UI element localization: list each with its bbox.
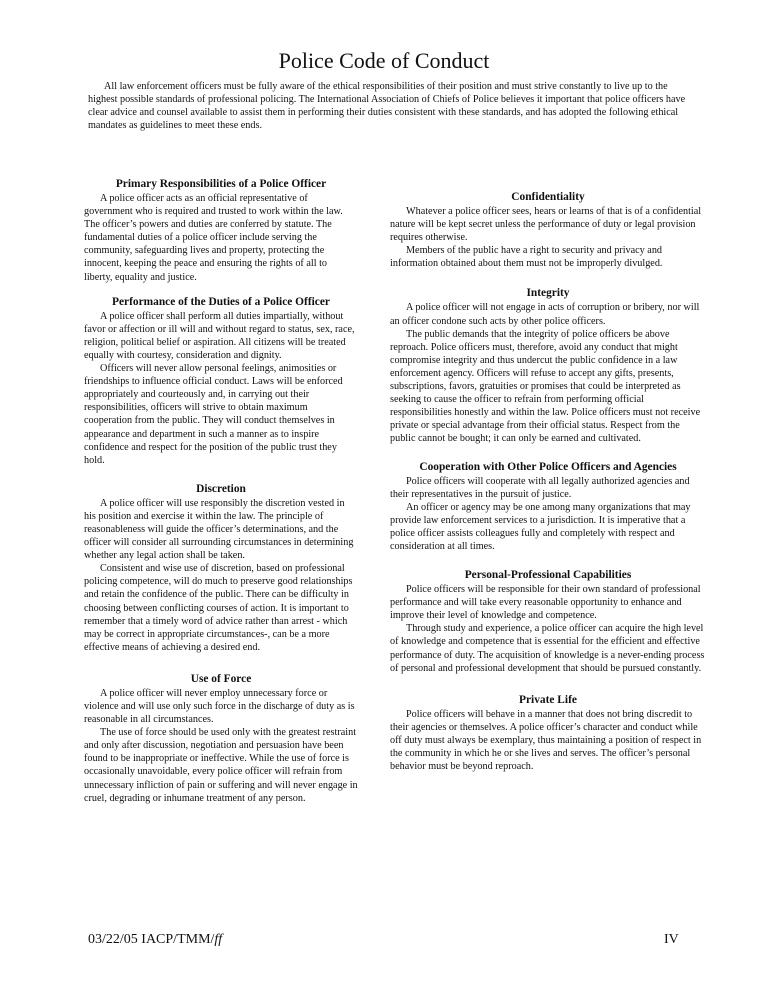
section-heading: Discretion (196, 482, 246, 495)
section-paragraph: Whatever a police officer sees, hears or learns of that is of a confidential nature will be kept secret unless the performance of duty or legal provision requires otherwise. (390, 206, 702, 244)
section-integrity (390, 286, 706, 445)
section-heading: Cooperation with Other Police Officers and Agencies (419, 460, 677, 473)
section-paragraph: The use of force should be used only with the greatest restraint and only after discussion, negotiation and persuasion have been found to be inappropriate or ineffective. While the use of force is occasionally unavoidable, every police officer will refrain from unnecessary infliction of pain or suffering and will never engage in cruel, degrading or inhumane treatment of any person. (84, 727, 358, 804)
section-heading: Primary Responsibilities of a Police Officer (115, 178, 327, 190)
section-heading: Performance of the Duties of a Police Officer (112, 295, 330, 308)
section-private-life (390, 693, 706, 773)
section-paragraph: Consistent and wise use of discretion, based on professional policing competence, will do much to preserve good relationships and retain the confidence of the public. There can be difficulty in choosing between conflicting courses of action. It is important to remember that a timely word of advice rather than arrest - which may be correct in appropriate circumstances-, can be a more effective means of achieving a desired end. (84, 563, 353, 653)
section-paragraph: The public demands that the integrity of police officers be above reproach. Police officers must, therefore, avoid any conduct that might compromise integrity and thus undercut the public confidence in a law enforcement agency. Officers will refuse to accept any gifts, presents, subscriptions, favors, gratuities or promises that could be interpreted as seeking to cause the officer to refrain from performing official responsibilities honestly and within the law. Police officers must not receive private or special advantage from their official status. Respect from the public cannot be bought; it can only be earned and cultivated. (390, 328, 701, 445)
section-paragraph: A police officer will use responsibly the discretion vested in his position and exercise it within the law. The principle of reasonableness will guide the officer’s determinations, and the officer will consider all surrounding circumstances in determining whether any legal action shall be taken. (84, 497, 354, 562)
intro-paragraph: All law enforcement officers must be fully aware of the ethical responsibilities of their position and must strive constantly to live up to the highest possible standards of professional policing. The International Association of Chiefs of Police believes it important that police officers have clear advice and counsel available to assist them in performing their duties consistent with these standards, and has adopted the following ethical mandates as guidelines to meet these ends. (88, 81, 686, 132)
section-discretion (84, 482, 358, 654)
section-paragraph: Through study and experience, a police officer can acquire the high level of knowledge and competence that is essential for the efficient and effective performance of duty. The acquisition of knowledge is a never-ending process of personal and professional development that should be pursued constantly. (390, 623, 705, 674)
section-paragraph: A police officer shall perform all duties impartially, without favor or affection or ill will and without regard to status, sex, race, religion, political belief or aspiration. All citizens will be treated equally with courtesy, consideration and dignity. (84, 310, 355, 361)
section-paragraph: Police officers will be responsible for their own standard of professional performance and will take every reasonable opportunity to enhance and improve their level of knowledge and competence. (390, 584, 701, 622)
section-paragraph: Police officers will behave in a manner that does not bring discredit to their agencies or themselves. A police officer’s character and conduct while off duty must always be exemplary, thus maintaining a position of respect in the community in which he or she lives and serves. The officer’s personal behavior must be beyond reproach. (390, 708, 702, 773)
section-cooperation (390, 460, 706, 554)
section-paragraph: An officer or agency may be one among many organizations that may provide law enforcement services to a jurisdiction. It is imperative that a police officer assists colleagues fully and completely with respect and consideration at all times. (390, 501, 691, 552)
section-heading: Private Life (519, 693, 577, 706)
section-paragraph: Police officers will cooperate with all legally authorized agencies and their representatives in the pursuit of justice. (390, 475, 690, 500)
section-heading: Integrity (526, 287, 570, 300)
footer-initials: ff (214, 932, 223, 947)
page-number: IV (664, 932, 679, 947)
section-performance-of-duties (84, 295, 358, 467)
footer-date-code (88, 932, 222, 948)
section-personal-professional (390, 568, 706, 675)
section-confidentiality (390, 190, 706, 270)
right-column (390, 190, 706, 773)
section-paragraph: A police officer acts as an official representative of government who is required and trusted to work within the law. The officer’s powers and duties are conferred by statute. The fundamental duties of a police officer include serving the community, safeguarding lives and property, protecting the innocent, keeping the peace and ensuring the rights of all to liberty, equality and justice. (84, 193, 343, 283)
section-paragraph: A police officer will never employ unnecessary force or violence and will use only such force in the discharge of duty as is reasonable in all circumstances. (84, 687, 355, 726)
section-use-of-force (84, 672, 358, 805)
section-primary-responsibilities (84, 177, 358, 284)
section-heading: Confidentiality (511, 191, 585, 203)
page-title: Police Code of Conduct (278, 48, 490, 73)
section-heading: Personal-Professional Capabilities (464, 569, 632, 582)
footer-date-code-text: 03/22/05 IACP/TMM/ (88, 932, 215, 947)
section-paragraph: Officers will never allow personal feelings, animosities or friendships to influence official conduct. Laws will be enforced appropriately and courteously and, in carrying out their responsibilities, officers will strive to obtain maximum cooperation from the public. They will conduct themselves in appearance and department in such a manner as to inspire confidence and respect for the position of the public trust they hold. (84, 363, 343, 466)
section-paragraph: A police officer will not engage in acts of corruption or bribery, nor will an officer condone such acts by other police officers. (390, 302, 700, 327)
section-paragraph: Members of the public have a right to security and privacy and information obtained about them must not be improperly divulged. (390, 245, 663, 270)
left-column (84, 177, 358, 805)
section-heading: Use of Force (190, 672, 252, 685)
